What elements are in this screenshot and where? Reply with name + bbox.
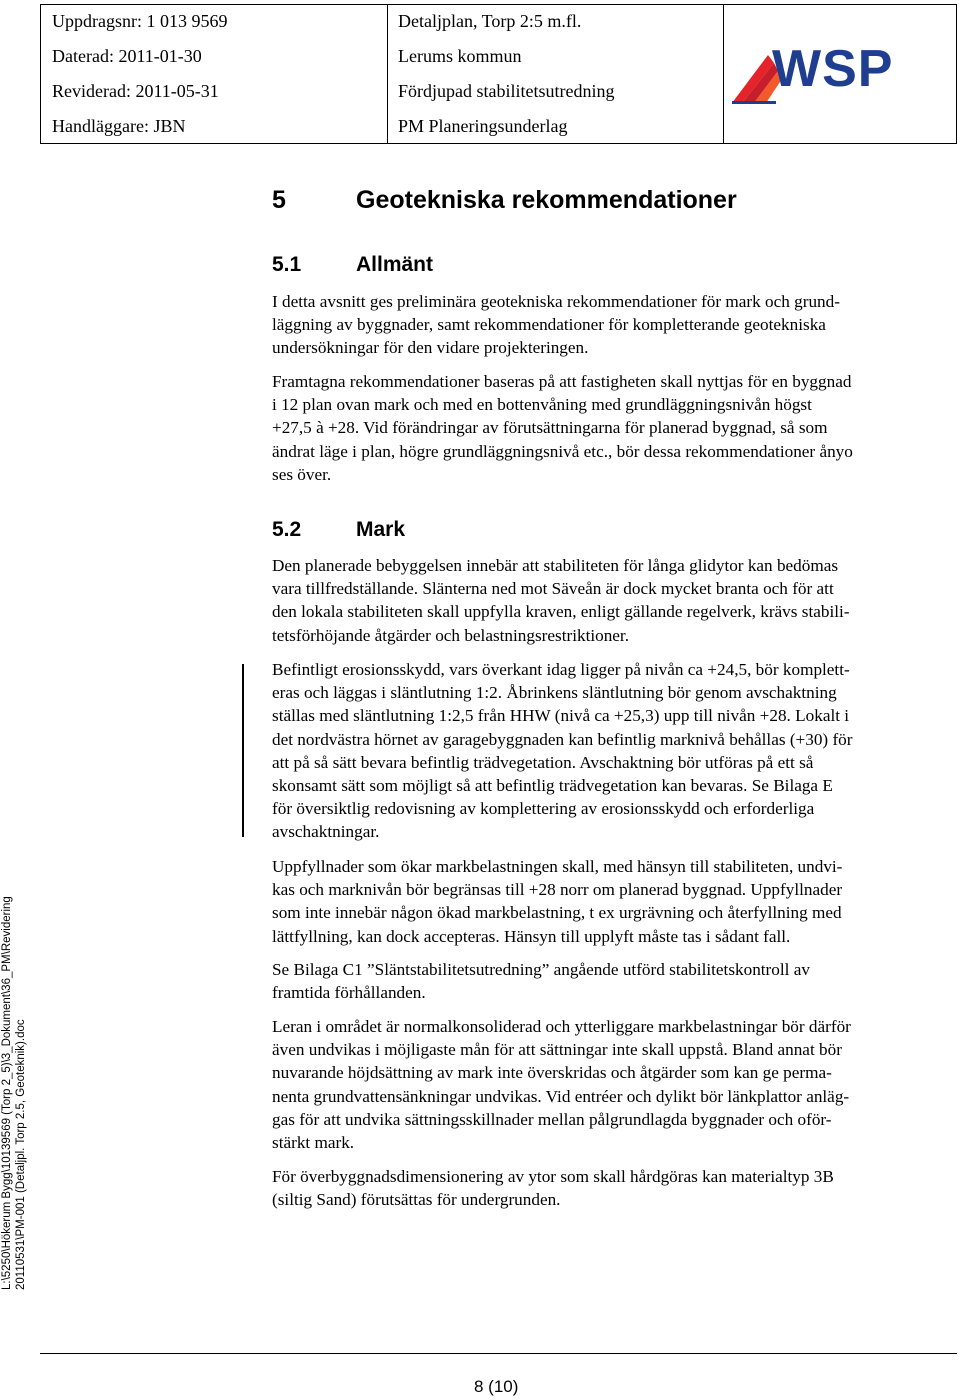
text-line: kas och marknivån bör begränsas till +28 norr om planerad byggnad. Uppfyllnader — [272, 880, 843, 900]
text-line: avschaktningar. — [272, 822, 380, 842]
text-line: Den planerade bebyggelsen innebär att stabiliteten för långa glidytor kan bedömas — [272, 556, 839, 575]
subsection-number: 5.1 — [272, 253, 302, 276]
text-line: I detta avsnitt ges preliminära geotekniska rekommendationer för mark och grund- — [272, 292, 840, 311]
text-line: Uppfyllnader som ökar markbelastningen skall, med hänsyn till stabiliteten, undvi- — [272, 857, 843, 876]
text-line: undersökningar för den vidare projekteringen. — [272, 338, 589, 358]
text-line: Leran i området är normalkonsoliderad och ytterliggare markbelastningar bör därför — [272, 1017, 851, 1036]
subsection-title: Mark — [356, 518, 406, 541]
text-line: även undvikas i möjligaste mån för att sättningar inte skall uppstå. Bland annat bör — [272, 1040, 842, 1060]
paragraph — [272, 554, 957, 647]
text-line: det nordvästra hörnet av garagebyggnaden kan befintlig marknivå behållas (+30) för — [272, 729, 853, 749]
study-title: Fördjupad stabilitetsutredning — [398, 81, 615, 101]
wsp-logo-text: WSP — [772, 40, 894, 98]
text-line: läggning av byggnader, samt rekommendationer för kompletterande geotekniska — [272, 315, 826, 335]
text-line: tetsförhöjande åtgärder och belastningsrestriktioner. — [272, 625, 630, 645]
subsection-heading-mark — [272, 518, 405, 542]
text-line: ses över. — [272, 464, 332, 484]
text-line: +27,5 à +28. Vid förändringar av förutsättningarna för planerad byggnad, så som — [272, 418, 828, 438]
paragraph — [272, 855, 957, 948]
text-line: vara tillfredställande. Slänterna ned mot Säveån är dock mycket branta och för att — [272, 579, 834, 599]
file-path-line: L:\5250\Hökerum Bygg\10139569 (Torp 2_5)\3_Dokument\36_PM\Revidering — [1, 896, 13, 1290]
text-line: att på så sätt bevara befintlig trädvegetation. Avschaktning bör utföras på ett så — [272, 752, 814, 772]
text-line: för översiktlig redovisning av komplettering av erosionsskydd och erforderliga — [272, 799, 815, 819]
text-line: För överbyggnadsdimensionering av ytor som skall hårdgöras kan materialtyp 3B — [272, 1167, 834, 1186]
document-header — [40, 4, 957, 144]
text-line: framtida förhållanden. — [272, 983, 426, 1003]
dated: Daterad: 2011-01-30 — [52, 46, 202, 66]
paragraph — [272, 1015, 957, 1154]
subsection-number: 5.2 — [272, 518, 302, 541]
text-line: stärkt mark. — [272, 1133, 355, 1153]
text-line: lättfyllning, kan dock accepteras. Hänsyn till upplyft måste tas i sådant fall. — [272, 926, 791, 946]
text-line: gas för att undvika sättningsskillnader mellan pålgrundlagda byggnader och oför- — [272, 1109, 832, 1129]
handler: Handläggare: JBN — [52, 116, 186, 136]
paragraph — [272, 370, 957, 486]
assignment-number: Uppdragsnr: 1 013 9569 — [52, 11, 228, 31]
header-project-column — [388, 5, 724, 143]
text-line: som inte innebär någon ökad markbelastning, t ex urgrävning och återfyllning med — [272, 903, 842, 923]
file-path — [0, 896, 28, 1290]
header-logo-column — [724, 5, 956, 143]
text-line: ändrat läge i plan, högre grundläggningsnivå etc., bör dessa rekommendationer ånyo — [272, 441, 853, 461]
text-line: ställas med släntlutning 1:2,5 från HHW (nivå ca +25,3) upp till nivån +28. Lokalt i — [272, 706, 850, 726]
paragraph — [272, 1165, 957, 1211]
page-number: 8 (10) — [474, 1377, 519, 1396]
section-title: Geotekniska rekommendationer — [356, 186, 737, 214]
revised: Reviderad: 2011-05-31 — [52, 81, 219, 101]
paragraph — [272, 658, 957, 844]
text-line: i 12 plan ovan mark och med en bottenvåning med grundläggningsnivån högst — [272, 395, 812, 415]
paragraph — [272, 290, 957, 360]
text-line: (siltig Sand) förutsättas för undergrunden. — [272, 1190, 561, 1210]
subsection-title: Allmänt — [356, 253, 434, 276]
text-line: Se Bilaga C1 ”Släntstabilitetsutredning” angående utförd stabilitetskontroll av — [272, 960, 810, 979]
document-type: PM Planeringsunderlag — [398, 116, 568, 136]
text-line: Befintligt erosionsskydd, vars överkant idag ligger på nivån ca +24,5, bör komplett- — [272, 660, 850, 679]
file-path-line: 20110531\PM-001 (Detaljpl. Torp 2.5, Geoteknik).doc — [15, 1019, 27, 1290]
text-line: Framtagna rekommendationer baseras på att fastigheten skall nyttjas för en byggnad — [272, 372, 852, 391]
section-number: 5 — [272, 186, 286, 214]
header-meta-column — [41, 5, 388, 143]
revision-bar — [242, 664, 244, 837]
subsection-heading-allmant — [272, 253, 433, 277]
footer-divider — [40, 1353, 957, 1354]
paragraph — [272, 958, 957, 1004]
municipality: Lerums kommun — [398, 46, 522, 66]
text-line: eras och läggas i släntlutning 1:2. Åbrinkens släntlutning bör genom avschaktning — [272, 683, 837, 703]
text-line: den lokala stabiliteten skall uppfylla kraven, enligt gällande regelverk, krävs stabili- — [272, 602, 850, 622]
text-line: nenta grundvattensänkningar undvikas. Vid entréer och dylikt bör länkplattor anläg- — [272, 1086, 850, 1106]
project-title: Detaljplan, Torp 2:5 m.fl. — [398, 11, 582, 31]
text-line: nuvarande höjdsättning av mark inte överskridas och åtgärder som kan ge perma- — [272, 1063, 832, 1083]
section-heading — [272, 186, 737, 215]
text-line: skonsamt sätt som möjligt så att befintlig trädvegetation kan bevaras. Se Bilaga E — [272, 776, 833, 796]
